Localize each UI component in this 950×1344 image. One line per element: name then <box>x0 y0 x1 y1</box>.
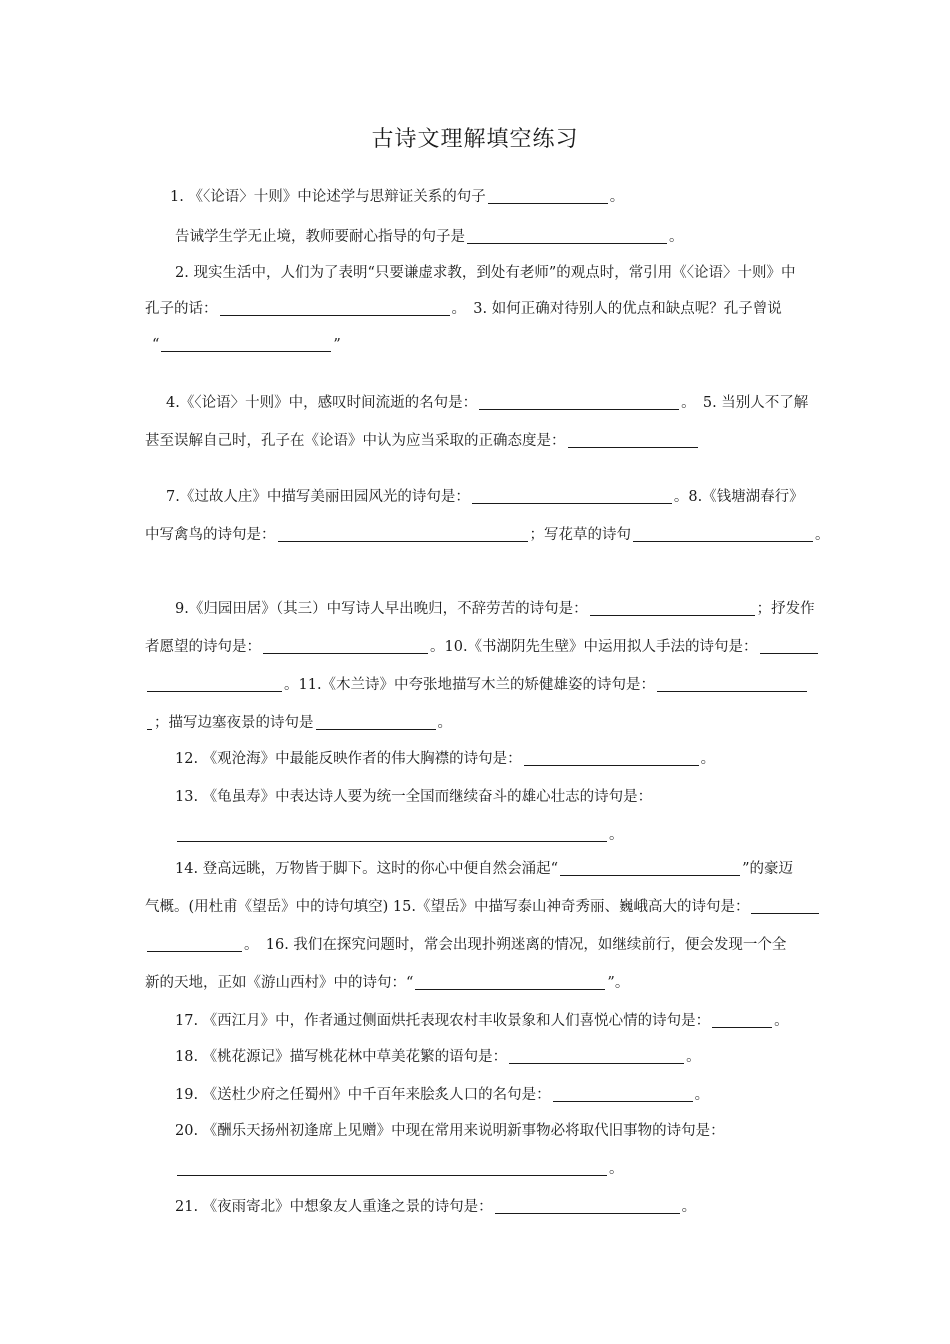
question-text: 12. 《观沧海》中最能反映作者的伟大胸襟的诗句是： <box>175 751 522 767</box>
question-text: 19. 《送杜少府之任蜀州》中千百年来脍炙人口的名句是： <box>175 1087 551 1103</box>
question-text: 中写禽鸟的诗句是： <box>145 527 276 543</box>
question-text: 。 <box>686 1049 701 1065</box>
question-text: 。8.《钱塘湖春行》 <box>673 489 804 505</box>
question-text: 。 <box>669 229 684 245</box>
answer-blank[interactable] <box>524 750 699 766</box>
question-text: 。 <box>700 751 716 767</box>
answer-blank[interactable] <box>553 1086 693 1102</box>
question-text: “ <box>152 337 160 353</box>
question-line <box>166 392 836 414</box>
answer-blank[interactable] <box>220 300 450 316</box>
question-text: 孔子的话： <box>145 301 218 317</box>
page-title: 古诗文理解填空练习 <box>371 127 579 152</box>
answer-blank[interactable] <box>495 1198 680 1214</box>
question-text: 。10.《书湖阴先生壁》中运用拟人手法的诗句是： <box>430 639 758 655</box>
question-text: 。 <box>774 1013 789 1029</box>
question-text: 新的天地，正如《游山西村》中的诗句：“ <box>145 975 414 991</box>
answer-blank[interactable] <box>263 638 428 654</box>
answer-blank[interactable] <box>472 488 672 504</box>
question-line <box>175 858 845 880</box>
question-line <box>175 226 845 248</box>
question-text: 7.《过故人庄》中描写美丽田园风光的诗句是： <box>166 489 470 505</box>
question-text: 告诫学生学无止境，教师要耐心指导的句子是 <box>175 229 465 245</box>
question-text: ”的豪迈 <box>742 861 794 877</box>
answer-blank[interactable] <box>161 336 331 352</box>
question-text: 者愿望的诗句是： <box>145 639 261 655</box>
question-text: ；描写边塞夜景的诗句是 <box>154 715 314 731</box>
question-line <box>175 1196 845 1218</box>
question-text: 。 <box>609 189 625 205</box>
question-line <box>175 748 845 770</box>
question-text: 2. 现实生活中，人们为了表明“只要谦虚求教，到处有老师”的观点时，常引用《〈论语〉十则》中 <box>175 265 796 281</box>
question-line <box>145 298 815 320</box>
question-text: 4.《〈论语〉十则》中，感叹时间流逝的名句是： <box>166 395 478 411</box>
question-text: 。 <box>609 1161 624 1177</box>
question-text: ” <box>333 337 341 353</box>
question-text: 。 <box>694 1087 710 1103</box>
answer-blank[interactable] <box>479 394 679 410</box>
question-line <box>175 824 845 846</box>
answer-blank[interactable] <box>488 188 608 204</box>
question-line <box>145 636 815 658</box>
question-line <box>175 598 845 620</box>
question-text: ”。 <box>607 975 630 991</box>
answer-blank[interactable] <box>712 1012 772 1028</box>
question-line <box>145 972 815 994</box>
question-line <box>166 486 836 508</box>
question-text: 气概。(用杜甫《望岳》中的诗句填空) 15.《望岳》中描写泰山神奇秀丽、巍峨高大的诗句是： <box>145 899 750 915</box>
question-text: 。 <box>681 1199 697 1215</box>
question-line <box>175 1084 845 1106</box>
question-line <box>145 934 815 956</box>
question-line <box>175 1158 845 1180</box>
answer-blank[interactable] <box>316 714 436 730</box>
answer-blank[interactable] <box>657 676 807 692</box>
question-text: 。 5. 当别人不了解 <box>681 395 809 411</box>
answer-blank[interactable] <box>568 432 698 448</box>
answer-blank[interactable] <box>467 228 667 244</box>
answer-blank[interactable] <box>560 860 740 876</box>
question-text: 18. 《桃花源记》描写桃花林中草美花繁的语句是： <box>175 1049 508 1065</box>
question-line <box>145 674 815 696</box>
question-text: 20. 《酬乐天扬州初逢席上见赠》中现在常用来说明新事物必将取代旧事物的诗句是： <box>175 1123 725 1139</box>
answer-blank[interactable] <box>177 1160 607 1176</box>
answer-blank[interactable] <box>760 638 818 654</box>
question-line <box>145 712 815 734</box>
question-text: ；抒发作 <box>756 601 815 617</box>
question-line <box>175 1010 845 1032</box>
answer-blank[interactable] <box>590 600 755 616</box>
answer-blank[interactable] <box>633 526 813 542</box>
question-text: 17. 《西江月》中，作者通过侧面烘托表现农村丰收景象和人们喜悦心情的诗句是： <box>175 1013 711 1029</box>
question-text: 。 3. 如何正确对待别人的优点和缺点呢？孔子曾说 <box>451 301 782 317</box>
question-text: 13. 《龟虽寿》中表达诗人要为统一全国而继续奋斗的雄心壮志的诗句是： <box>175 789 653 805</box>
question-line <box>175 786 845 808</box>
question-text: 9.《归园田居》（其三）中写诗人早出晚归，不辞劳苦的诗句是： <box>175 601 588 617</box>
answer-blank[interactable] <box>147 676 282 692</box>
answer-blank[interactable] <box>177 826 607 842</box>
answer-blank[interactable] <box>147 936 242 952</box>
question-line <box>175 262 845 284</box>
question-text: ；写花草的诗句 <box>529 527 631 543</box>
question-line <box>175 1046 845 1068</box>
question-line <box>175 1120 845 1142</box>
question-text: 1. 《〈论语〉十则》中论述学与思辩证关系的句子 <box>170 189 486 205</box>
question-text: 。11.《木兰诗》中夸张地描写木兰的矫健雄姿的诗句是： <box>284 677 656 693</box>
question-text: 。 <box>609 827 624 843</box>
question-text: 21. 《夜雨寄北》中想象友人重逢之景的诗句是： <box>175 1199 493 1215</box>
answer-blank[interactable] <box>751 898 819 914</box>
question-line <box>152 334 822 356</box>
answer-blank[interactable] <box>415 974 605 990</box>
question-text: 。 <box>437 715 452 731</box>
question-text: 。 16. 我们在探究问题时，常会出现扑朔迷离的情况，如继续前行，便会发现一个全 <box>244 937 787 953</box>
question-line <box>145 430 815 452</box>
question-line <box>145 524 830 546</box>
answer-blank[interactable] <box>509 1048 684 1064</box>
answer-blank[interactable] <box>147 714 152 730</box>
question-text: 甚至误解自己时，孔子在《论语》中认为应当采取的正确态度是： <box>145 433 566 449</box>
answer-blank[interactable] <box>278 526 528 542</box>
question-text: 14. 登高远眺，万物皆于脚下。这时的你心中便自然会涌起“ <box>175 861 559 877</box>
question-line <box>145 896 815 918</box>
question-line <box>170 186 840 208</box>
question-text: 。 <box>815 527 830 543</box>
